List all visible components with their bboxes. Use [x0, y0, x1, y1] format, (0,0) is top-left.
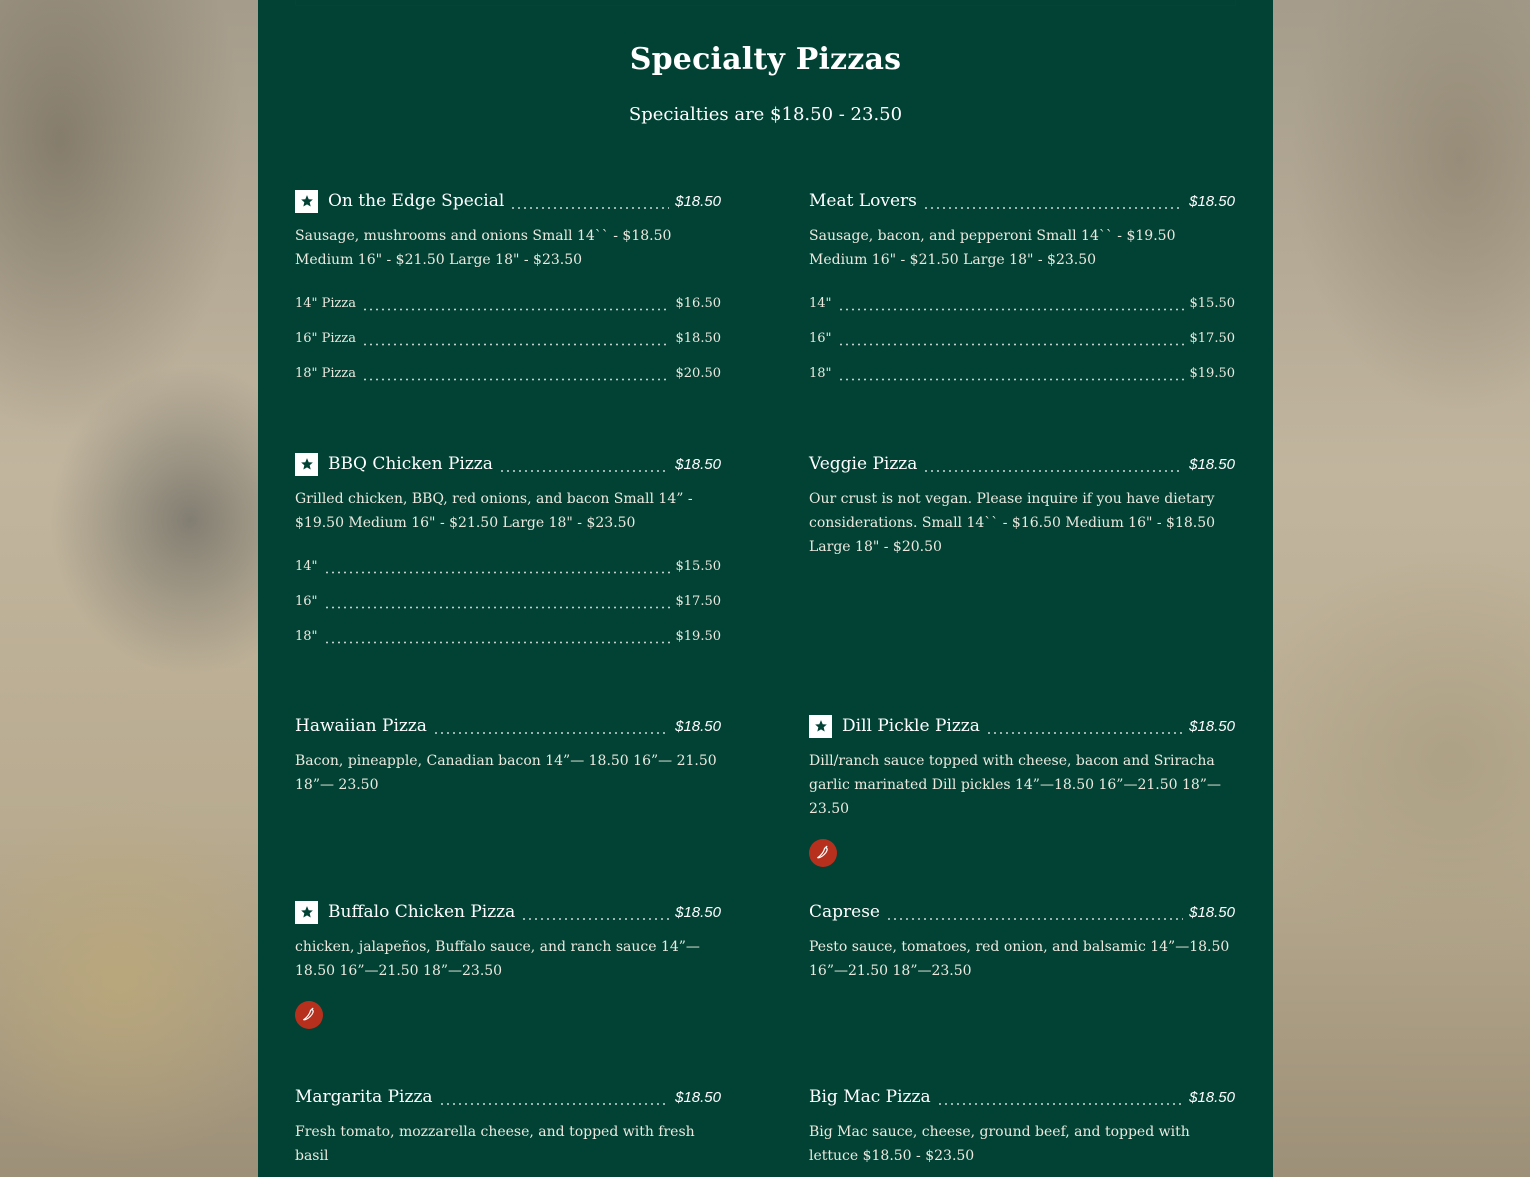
size-row	[295, 619, 721, 654]
leader-dots	[937, 1092, 1184, 1106]
item-price: $18.50	[675, 717, 721, 735]
item-name: Caprese	[809, 902, 880, 922]
item-price: $18.50	[1189, 903, 1235, 921]
size-list	[295, 549, 721, 654]
menu-item-bbq-chicken-pizza[interactable]	[295, 451, 721, 654]
item-price: $18.50	[675, 1088, 721, 1106]
size-price: $20.50	[675, 366, 721, 381]
item-description: Big Mac sauce, cheese, ground beef, and topped with lettuce $18.50 - $23.50	[809, 1124, 1190, 1164]
star-icon	[295, 190, 318, 213]
item-name: Margarita Pizza	[295, 1087, 433, 1107]
leader-dots	[324, 634, 670, 644]
item-name: Dill Pickle Pizza	[842, 716, 980, 736]
item-description: chicken, jalapeños, Buffalo sauce, and ranch sauce 14”—18.50 16”—21.50 18”—23.50	[295, 939, 700, 979]
leader-dots	[838, 371, 1184, 381]
size-label: 18" Pizza	[295, 366, 357, 381]
size-label: 14"	[295, 559, 318, 574]
menu-item-meat-lovers[interactable]	[809, 188, 1235, 391]
leader-dots	[324, 564, 670, 574]
size-price: $15.50	[1189, 296, 1235, 311]
chili-pepper-icon	[809, 839, 837, 867]
item-description: Grilled chicken, BBQ, red onions, and bacon Small 14” - $19.50 Medium 16" - $21.50 Large 18" - $23.50	[295, 491, 693, 531]
size-label: 14"	[809, 296, 832, 311]
size-price: $15.50	[675, 559, 721, 574]
leader-dots	[439, 1092, 670, 1106]
menu-item-buffalo-chicken-pizza[interactable]	[295, 899, 721, 1029]
item-price: $18.50	[1189, 192, 1235, 210]
item-name: On the Edge Special	[328, 191, 505, 211]
menu-item-caprese[interactable]	[809, 899, 1235, 983]
size-price: $17.50	[675, 594, 721, 609]
item-description: Our crust is not vegan. Please inquire if you have dietary considerations. Small 14`` - $16.50 Medium 16" - $18.50 Large 18" - $20.50	[809, 491, 1216, 555]
top-divider	[295, 0, 1236, 6]
menu-item-on-the-edge-special[interactable]	[295, 188, 721, 391]
size-row	[295, 584, 721, 619]
leader-dots	[324, 599, 670, 609]
size-price: $18.50	[675, 331, 721, 346]
size-row	[809, 321, 1235, 356]
size-row	[809, 286, 1235, 321]
size-row	[295, 321, 721, 356]
item-description: Fresh tomato, mozzarella cheese, and topped with fresh basil	[295, 1124, 695, 1164]
menu-item-veggie-pizza[interactable]	[809, 451, 1235, 559]
leader-dots	[838, 301, 1184, 311]
size-row	[295, 286, 721, 321]
item-price: $18.50	[675, 455, 721, 473]
size-label: 16" Pizza	[295, 331, 357, 346]
size-price: $19.50	[1189, 366, 1235, 381]
leader-dots	[362, 336, 669, 346]
item-name: BBQ Chicken Pizza	[328, 454, 493, 474]
menu-item-margarita-pizza[interactable]	[295, 1084, 721, 1168]
item-description: Dill/ranch sauce topped with cheese, bacon and Sriracha garlic marinated Dill pickles 14”—18.50 16”—21.50 18”—23.50	[809, 753, 1221, 817]
chili-pepper-icon	[295, 1001, 323, 1029]
leader-dots	[923, 196, 1183, 210]
leader-dots	[433, 721, 669, 735]
star-icon	[295, 901, 318, 924]
item-description: Pesto sauce, tomatoes, red onion, and balsamic 14”—18.50 16”—21.50 18”—23.50	[809, 939, 1230, 979]
size-row	[809, 356, 1235, 391]
item-price: $18.50	[1189, 455, 1235, 473]
item-name: Veggie Pizza	[809, 454, 918, 474]
item-name: Meat Lovers	[809, 191, 917, 211]
menu-panel	[258, 0, 1273, 1177]
leader-dots	[362, 301, 669, 311]
item-price: $18.50	[1189, 717, 1235, 735]
size-price: $16.50	[675, 296, 721, 311]
star-icon	[295, 453, 318, 476]
item-name: Buffalo Chicken Pizza	[328, 902, 516, 922]
size-label: 16"	[809, 331, 832, 346]
leader-dots	[923, 459, 1183, 473]
leader-dots	[499, 459, 669, 473]
menu-item-big-mac-pizza[interactable]	[809, 1084, 1235, 1168]
item-price: $18.50	[675, 192, 721, 210]
item-name: Hawaiian Pizza	[295, 716, 427, 736]
size-row	[295, 356, 721, 391]
menu-item-hawaiian-pizza[interactable]	[295, 713, 721, 797]
leader-dots	[986, 721, 1183, 735]
size-label: 14" Pizza	[295, 296, 357, 311]
leader-dots	[838, 336, 1184, 346]
leader-dots	[521, 907, 669, 921]
leader-dots	[510, 196, 669, 210]
item-name: Big Mac Pizza	[809, 1087, 931, 1107]
page-title: Specialty Pizzas	[629, 42, 902, 77]
star-icon	[809, 715, 832, 738]
item-price: $18.50	[675, 903, 721, 921]
item-description: Bacon, pineapple, Canadian bacon 14”— 18.50 16”— 21.50 18”— 23.50	[295, 753, 717, 793]
size-label: 18"	[809, 366, 832, 381]
size-row	[295, 549, 721, 584]
leader-dots	[886, 907, 1183, 921]
size-price: $17.50	[1189, 331, 1235, 346]
size-list	[809, 286, 1235, 391]
item-description: Sausage, bacon, and pepperoni Small 14`` - $19.50 Medium 16" - $21.50 Large 18" - $23.50	[809, 228, 1176, 268]
size-list	[295, 286, 721, 391]
size-price: $19.50	[675, 629, 721, 644]
leader-dots	[362, 371, 669, 381]
item-price: $18.50	[1189, 1088, 1235, 1106]
item-description: Sausage, mushrooms and onions Small 14`` - $18.50 Medium 16" - $21.50 Large 18" - $23.50	[295, 228, 672, 268]
page-subtitle: Specialties are $18.50 - 23.50	[628, 104, 903, 125]
size-label: 16"	[295, 594, 318, 609]
menu-item-dill-pickle-pizza[interactable]	[809, 713, 1235, 867]
size-label: 18"	[295, 629, 318, 644]
